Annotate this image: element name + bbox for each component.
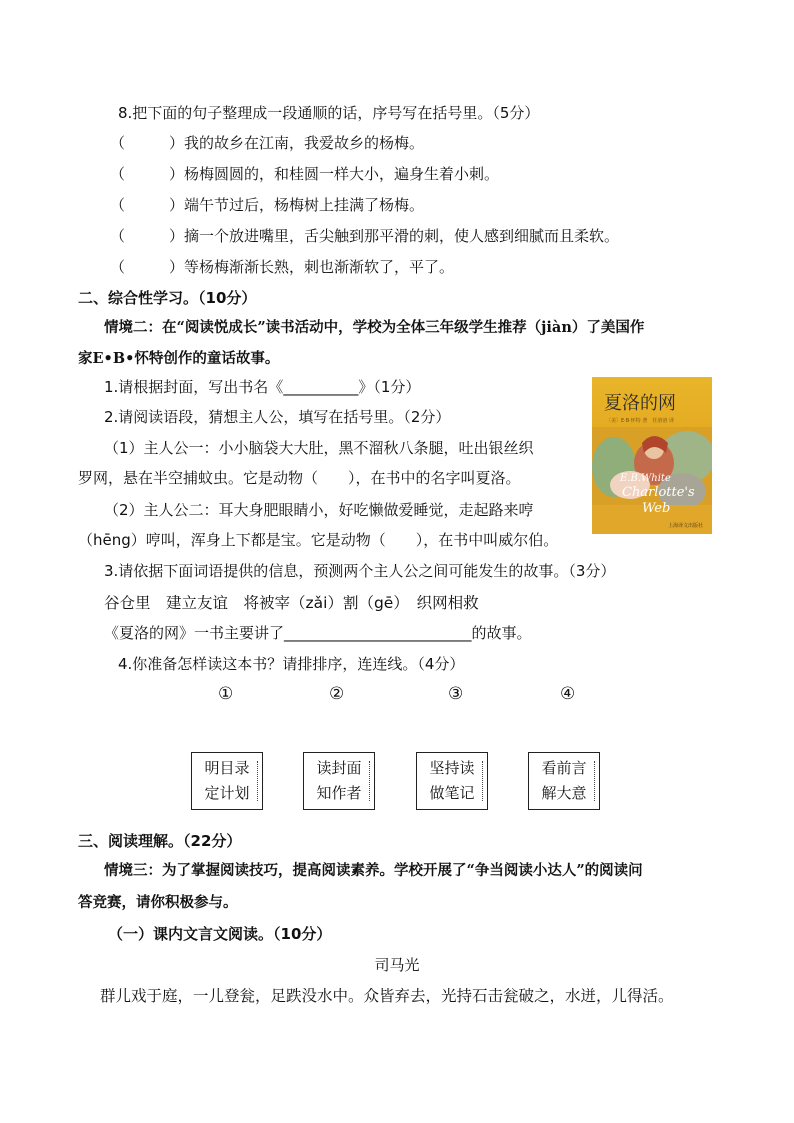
q3-answer-line: 《夏洛的网》一书主要讲了_________________________的故事。	[104, 624, 532, 642]
q2-1-line1: （1）主人公一：小小脑袋大大肚，黑不溜秋八条腿，吐出银丝织	[104, 439, 534, 457]
method-box-line2: 做笔记	[429, 784, 475, 802]
method-box-line2: 定计划	[204, 784, 250, 802]
q8-title: 8.把下面的句子整理成一段通顺的话，序号写在括号里。（5分）	[118, 104, 540, 122]
method-box-line1: 看前言	[541, 759, 587, 777]
scenario3-line1: 情境三：为了掌握阅读技巧，提高阅读素养。学校开展了“争当阅读小达人”的阅读问	[104, 862, 643, 879]
order-number-3: ③	[448, 684, 464, 704]
cover-en-title-1: Charlotte's	[622, 485, 695, 500]
reading-sub1-heading: （一）课内文言文阅读。（10分）	[108, 925, 332, 943]
q2-1-line2: 罗网，悬在半空捕蚊虫。它是动物（ ），在书中的名字叫夏洛。	[78, 469, 521, 487]
q8-item-5: （ ）等杨梅渐渐长熟，刺也渐渐软了，平了。	[110, 258, 455, 276]
q1-text: 1.请根据封面，写出书名《__________》（1分）	[104, 378, 421, 396]
q3-text: 3.请依据下面词语提供的信息，预测两个主人公之间可能发生的故事。（3分）	[104, 562, 616, 580]
cover-publisher: 上海译文出版社	[668, 523, 704, 529]
scenario3-line2: 答竞赛，请你积极参与。	[78, 894, 238, 911]
q8-item-2: （ ）杨梅圆圆的，和桂圆一样大小，遍身生着小刺。	[110, 165, 500, 183]
order-number-2: ②	[329, 684, 345, 704]
method-box-1[interactable]	[191, 752, 263, 810]
method-box-line2: 知作者	[316, 784, 362, 802]
method-box-line1: 坚持读	[429, 759, 475, 777]
q4-text: 4.你准备怎样读这本书？请排排序，连连线。（4分）	[118, 655, 465, 673]
order-number-4: ④	[560, 684, 576, 704]
section3-heading: 三、阅读理解。（22分）	[78, 832, 242, 850]
method-box-3[interactable]	[416, 752, 488, 810]
cover-subtitle: 〔美〕E·B·怀特 著 任溶溶 译	[606, 418, 674, 424]
cover-title: 夏洛的网	[604, 393, 676, 414]
q8-item-1: （ ）我的故乡在江南，我爱故乡的杨梅。	[110, 134, 425, 152]
q2-2-line2: （hēng）哼叫，浑身上下都是宝。它是动物（ ），在书中叫威尔伯。	[78, 531, 559, 549]
q2-2-line1: （2）主人公二：耳大身肥眼睛小，好吃懒做爱睡觉，走起路来哼	[104, 501, 534, 519]
book-cover-image	[592, 377, 712, 534]
method-box-line1: 明目录	[204, 759, 250, 777]
method-box-2[interactable]	[303, 752, 375, 810]
q2-text: 2.请阅读语段，猜想主人公，填写在括号里。（2分）	[104, 408, 451, 426]
q8-item-3: （ ）端午节过后，杨梅树上挂满了杨梅。	[110, 196, 425, 214]
poem-text: 群儿戏于庭，一儿登瓮，足跌没水中。众皆弃去，光持石击瓮破之，水迸，儿得活。	[100, 987, 674, 1005]
scenario2-line2: 家E•B•怀特创作的童话故事。	[78, 350, 280, 367]
poem-title: 司马光	[374, 956, 420, 974]
scenario2-line1: 情境二：在“阅读悦成长”读书活动中，学校为全体三年级学生推荐（jiàn）了美国作	[104, 319, 645, 336]
q3-words: 谷仓里 建立友谊 将被宰（zǎi）割（gē） 织网相救	[104, 594, 479, 612]
section2-heading: 二、综合性学习。（10分）	[78, 289, 257, 307]
cover-en-author: E.B.White	[620, 473, 671, 484]
method-box-line2: 解大意	[541, 784, 587, 802]
cover-en-title-2: Web	[642, 501, 671, 516]
order-number-1: ①	[218, 684, 234, 704]
q8-item-4: （ ）摘一个放进嘴里，舌尖触到那平滑的刺，使人感到细腻而且柔软。	[110, 227, 620, 245]
method-box-4[interactable]	[528, 752, 600, 810]
method-box-line1: 读封面	[316, 759, 362, 777]
